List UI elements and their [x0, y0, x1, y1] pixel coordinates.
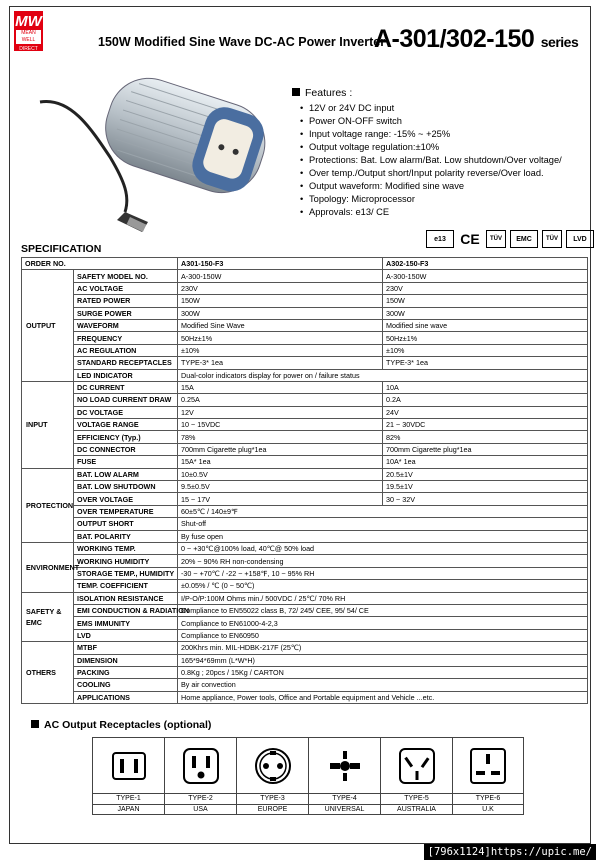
spec-value-a301: 150W: [178, 295, 383, 307]
spec-value-a301: 15 ~ 17V: [178, 493, 383, 505]
spec-param-label: WAVEFORM: [74, 319, 178, 331]
datasheet-frame: [9, 6, 591, 844]
spec-group-label: PROTECTION: [22, 468, 74, 542]
spec-param-label: COOLING: [74, 679, 178, 691]
spec-param-label: AC VOLTAGE: [74, 282, 178, 294]
feature-item: • Topology: Microprocessor: [300, 193, 587, 206]
spec-value-shared: 0.8Kg ; 20pcs / 15Kg / CARTON: [178, 666, 588, 678]
spec-param-label: DC VOLTAGE: [74, 406, 178, 418]
spec-value-a302: 0.2A: [383, 394, 588, 406]
spec-value-a301: TYPE-3* 1ea: [178, 357, 383, 369]
spec-row: [22, 394, 588, 406]
spec-row: [22, 530, 588, 542]
spec-param-label: EMI CONDUCTION & RADIATION: [74, 604, 178, 616]
spec-param-label: BAT. POLARITY: [74, 530, 178, 542]
spec-value-a301: 10±0.5V: [178, 468, 383, 480]
feature-item: • Approvals: e13/ CE: [300, 206, 587, 219]
spec-value-shared: Home appliance, Power tools, Office and Portable equipment and Vehicle ...etc.: [178, 691, 588, 703]
spec-row: [22, 542, 588, 554]
spec-value-a302: 300W: [383, 307, 588, 319]
spec-param-label: APPLICATIONS: [74, 691, 178, 703]
spec-row: [22, 654, 588, 666]
meanwell-logo: [14, 11, 43, 51]
spec-param-label: MTBF: [74, 642, 178, 654]
spec-row: [22, 270, 588, 282]
receptacle-type-label: TYPE-5: [381, 794, 452, 805]
spec-value-a302: Modified sine wave: [383, 319, 588, 331]
europe-socket-icon: [236, 737, 308, 794]
spec-param-label: EMS IMMUNITY: [74, 617, 178, 629]
receptacle-type-label: TYPE-4: [309, 794, 380, 805]
receptacle-region-label: UNIVERSAL: [324, 805, 365, 813]
spec-param-label: WORKING TEMP.: [74, 542, 178, 554]
lvd-mark: LVD: [566, 230, 594, 248]
spec-value-a302: 10A* 1ea: [383, 456, 588, 468]
spec-param-label: OVER TEMPERATURE: [74, 505, 178, 517]
spec-param-label: NO LOAD CURRENT DRAW: [74, 394, 178, 406]
spec-row: [22, 617, 588, 629]
spec-param-label: EFFICIENCY (Typ.): [74, 431, 178, 443]
feature-item-continuation: • Over temp./Output short/Input polarity reverse/Over load.: [300, 167, 587, 180]
spec-row: [22, 691, 588, 703]
receptacle-type-2: [164, 737, 236, 815]
spec-row: [22, 592, 588, 604]
spec-value-shared: Compliance to EN60950: [178, 629, 588, 641]
spec-param-label: DC CONNECTOR: [74, 443, 178, 455]
logo-mark: MW: [15, 13, 42, 30]
spec-value-a302: 10A: [383, 381, 588, 393]
spec-value-shared: 60±5℃ / 140±9℉: [178, 505, 588, 517]
model-number: A-301/302-150: [374, 25, 535, 53]
japan-socket-icon: [92, 737, 164, 794]
spec-row: [22, 580, 588, 592]
spec-param-label: LVD: [74, 629, 178, 641]
spec-param-label: STANDARD RECEPTACLES: [74, 357, 178, 369]
spec-value-a302: 230V: [383, 282, 588, 294]
feature-item: • Output voltage regulation:±10%: [300, 141, 587, 154]
spec-row: [22, 555, 588, 567]
spec-value-a302: 21 ~ 30VDC: [383, 419, 588, 431]
spec-row: [22, 456, 588, 468]
spec-value-a301: 15A: [178, 381, 383, 393]
spec-param-label: SAFETY MODEL NO.: [74, 270, 178, 282]
spec-row: [22, 493, 588, 505]
spec-row: [22, 332, 588, 344]
spec-param-label: PACKING: [74, 666, 178, 678]
spec-row: [22, 481, 588, 493]
spec-value-a302: 24V: [383, 406, 588, 418]
spec-value-a301: 0.25A: [178, 394, 383, 406]
spec-param-label: ISOLATION RESISTANCE: [74, 592, 178, 604]
emc-mark: EMC: [510, 230, 538, 248]
spec-param-label: TEMP. COEFFICIENT: [74, 580, 178, 592]
spec-value-shared: By fuse open: [178, 530, 588, 542]
spec-value-a301: 15A* 1ea: [178, 456, 383, 468]
order-no-a301: A301-150-F3: [178, 258, 383, 270]
spec-row: [22, 666, 588, 678]
receptacle-type-label: TYPE-1: [93, 794, 164, 805]
spec-row: [22, 369, 588, 381]
spec-row: [22, 604, 588, 616]
spec-param-label: AC REGULATION: [74, 344, 178, 356]
usa-socket-icon: [164, 737, 236, 794]
spec-value-shared: 165*94*69mm (L*W*H): [178, 654, 588, 666]
features-panel: [292, 87, 587, 219]
spec-value-shared: 0 ~ +30℃@100% load, 40℃@ 50% load: [178, 542, 588, 554]
spec-param-label: SURGE POWER: [74, 307, 178, 319]
spec-value-a301: 230V: [178, 282, 383, 294]
spec-row: [22, 319, 588, 331]
spec-value-a302: 82%: [383, 431, 588, 443]
spec-value-a302: ±10%: [383, 344, 588, 356]
receptacle-type-1: [92, 737, 164, 815]
feature-item: • Power ON-OFF switch: [300, 115, 587, 128]
spec-row: [22, 307, 588, 319]
spec-value-a302: 150W: [383, 295, 588, 307]
spec-value-a302: 20.5±1V: [383, 468, 588, 480]
receptacle-type-4: [308, 737, 380, 815]
features-heading: Features :: [292, 87, 587, 100]
spec-row: [22, 567, 588, 579]
spec-param-label: OUTPUT SHORT: [74, 518, 178, 530]
receptacles-heading: AC Output Receptacles (optional): [31, 719, 211, 731]
spec-value-a302: 700mm Cigarette plug*1ea: [383, 443, 588, 455]
spec-group-label: SAFETY & EMC: [22, 592, 74, 642]
spec-row: [22, 629, 588, 641]
spec-param-label: BAT. LOW SHUTDOWN: [74, 481, 178, 493]
spec-param-label: WORKING HUMIDITY: [74, 555, 178, 567]
spec-value-a302: 50Hz±1%: [383, 332, 588, 344]
spec-value-a301: 12V: [178, 406, 383, 418]
receptacle-type-label: TYPE-6: [453, 794, 523, 805]
receptacle-type-3: [236, 737, 308, 815]
spec-param-label: DIMENSION: [74, 654, 178, 666]
receptacle-region-label: AUSTRALIA: [397, 805, 436, 813]
spec-value-a301: Modified Sine Wave: [178, 319, 383, 331]
spec-row: [22, 419, 588, 431]
spec-param-label: LED INDICATOR: [74, 369, 178, 381]
certification-marks: [426, 229, 594, 249]
spec-row: [22, 679, 588, 691]
spec-param-label: DC CURRENT: [74, 381, 178, 393]
spec-value-shared: Compliance to EN55022 class B, 72/ 245/ CEE, 95/ 54/ CE: [178, 604, 588, 616]
receptacle-region-label: USA: [193, 805, 208, 813]
spec-param-label: BAT. LOW ALARM: [74, 468, 178, 480]
spec-heading: SPECIFICATION: [21, 243, 102, 255]
spec-header-row: [22, 258, 588, 270]
spec-param-label: FREQUENCY: [74, 332, 178, 344]
spec-row: [22, 406, 588, 418]
spec-row: [22, 344, 588, 356]
spec-param-label: RATED POWER: [74, 295, 178, 307]
features-list: [292, 102, 587, 219]
feature-item: • Output waveform: Modified sine wave: [300, 180, 587, 193]
spec-row: [22, 468, 588, 480]
spec-group-label: OTHERS: [22, 642, 74, 704]
spec-row: [22, 282, 588, 294]
spec-value-shared: Compliance to EN61000-4-2,3: [178, 617, 588, 629]
spec-value-shared: 20% ~ 90% RH non-condensing: [178, 555, 588, 567]
feature-item: • Input voltage range: -15% ~ +25%: [300, 128, 587, 141]
spec-value-shared: Dual-color indicators display for power on / failure status: [178, 369, 588, 381]
spec-value-a301: 50Hz±1%: [178, 332, 383, 344]
spec-row: [22, 295, 588, 307]
receptacle-type-label: TYPE-2: [165, 794, 236, 805]
spec-group-label: OUTPUT: [22, 270, 74, 382]
spec-value-a301: 9.5±0.5V: [178, 481, 383, 493]
order-no-a302: A302-150-F3: [383, 258, 588, 270]
spec-row: [22, 431, 588, 443]
spec-value-shared: I/P-O/P:100M Ohms min./ 500VDC / 25℃/ 70% RH: [178, 592, 588, 604]
universal-socket-icon: [308, 737, 380, 794]
order-no-label: ORDER NO.: [22, 258, 178, 270]
receptacle-region-label: U.K: [482, 805, 494, 813]
australia-socket-icon: [380, 737, 452, 794]
feature-item: • Protections: Bat. Low alarm/Bat. Low shutdown/Over voltage/: [300, 154, 587, 167]
tuv-icon: TÜV: [486, 230, 506, 248]
spec-param-label: FUSE: [74, 456, 178, 468]
tuv-icon: TÜV: [542, 230, 562, 248]
spec-group-label: INPUT: [22, 381, 74, 468]
spec-value-a302: TYPE-3* 1ea: [383, 357, 588, 369]
spec-row: [22, 443, 588, 455]
receptacle-region-label: JAPAN: [117, 805, 140, 813]
spec-table: [21, 257, 588, 704]
bullet-square-icon: [31, 720, 39, 728]
spec-value-shared: Shut-off: [178, 518, 588, 530]
spec-value-shared: ±0.05% / ℃ (0 ~ 50℃): [178, 580, 588, 592]
receptacle-region-label: EUROPE: [257, 805, 288, 813]
uk-socket-icon: [452, 737, 524, 794]
ce-mark: CE: [460, 231, 480, 247]
logo-brand: MEAN WELL: [16, 30, 41, 44]
spec-row: [22, 518, 588, 530]
spec-value-a301: ±10%: [178, 344, 383, 356]
spec-param-label: OVER VOLTAGE: [74, 493, 178, 505]
model-title: [374, 25, 578, 54]
spec-value-a301: 700mm Cigarette plug*1ea: [178, 443, 383, 455]
product-subtitle: 150W Modified Sine Wave DC-AC Power Inverter: [98, 35, 386, 49]
spec-value-a301: 300W: [178, 307, 383, 319]
logo-direct: DIRECT: [19, 46, 38, 52]
spec-value-a302: 19.5±1V: [383, 481, 588, 493]
inverter-product-image: [30, 67, 270, 237]
spec-value-a301: 78%: [178, 431, 383, 443]
spec-row: [22, 381, 588, 393]
upic-watermark: [796x1124]https://upic.me/: [424, 844, 596, 860]
spec-value-a301: 10 ~ 15VDC: [178, 419, 383, 431]
spec-value-shared: -30 ~ +70℃ / -22 ~ +158℉, 10 ~ 95% RH: [178, 567, 588, 579]
spec-row: [22, 505, 588, 517]
spec-row: [22, 642, 588, 654]
spec-param-label: VOLTAGE RANGE: [74, 419, 178, 431]
spec-value-a301: A-300-150W: [178, 270, 383, 282]
receptacle-type-5: [380, 737, 452, 815]
spec-value-shared: By air convection: [178, 679, 588, 691]
spec-value-shared: 200Khrs min. MIL-HDBK-217F (25℃): [178, 642, 588, 654]
spec-param-label: STORAGE TEMP., HUMIDITY: [74, 567, 178, 579]
receptacle-types: [92, 737, 524, 815]
model-series: series: [540, 34, 579, 50]
receptacle-type-6: [452, 737, 524, 815]
feature-item: • 12V or 24V DC input: [300, 102, 587, 115]
receptacle-type-label: TYPE-3: [237, 794, 308, 805]
spec-value-a302: 30 ~ 32V: [383, 493, 588, 505]
spec-value-a302: A-300-150W: [383, 270, 588, 282]
spec-row: [22, 357, 588, 369]
bullet-square-icon: [292, 88, 300, 96]
e13-mark: e13: [426, 230, 454, 248]
spec-group-label: ENVIRONMENT: [22, 542, 74, 592]
